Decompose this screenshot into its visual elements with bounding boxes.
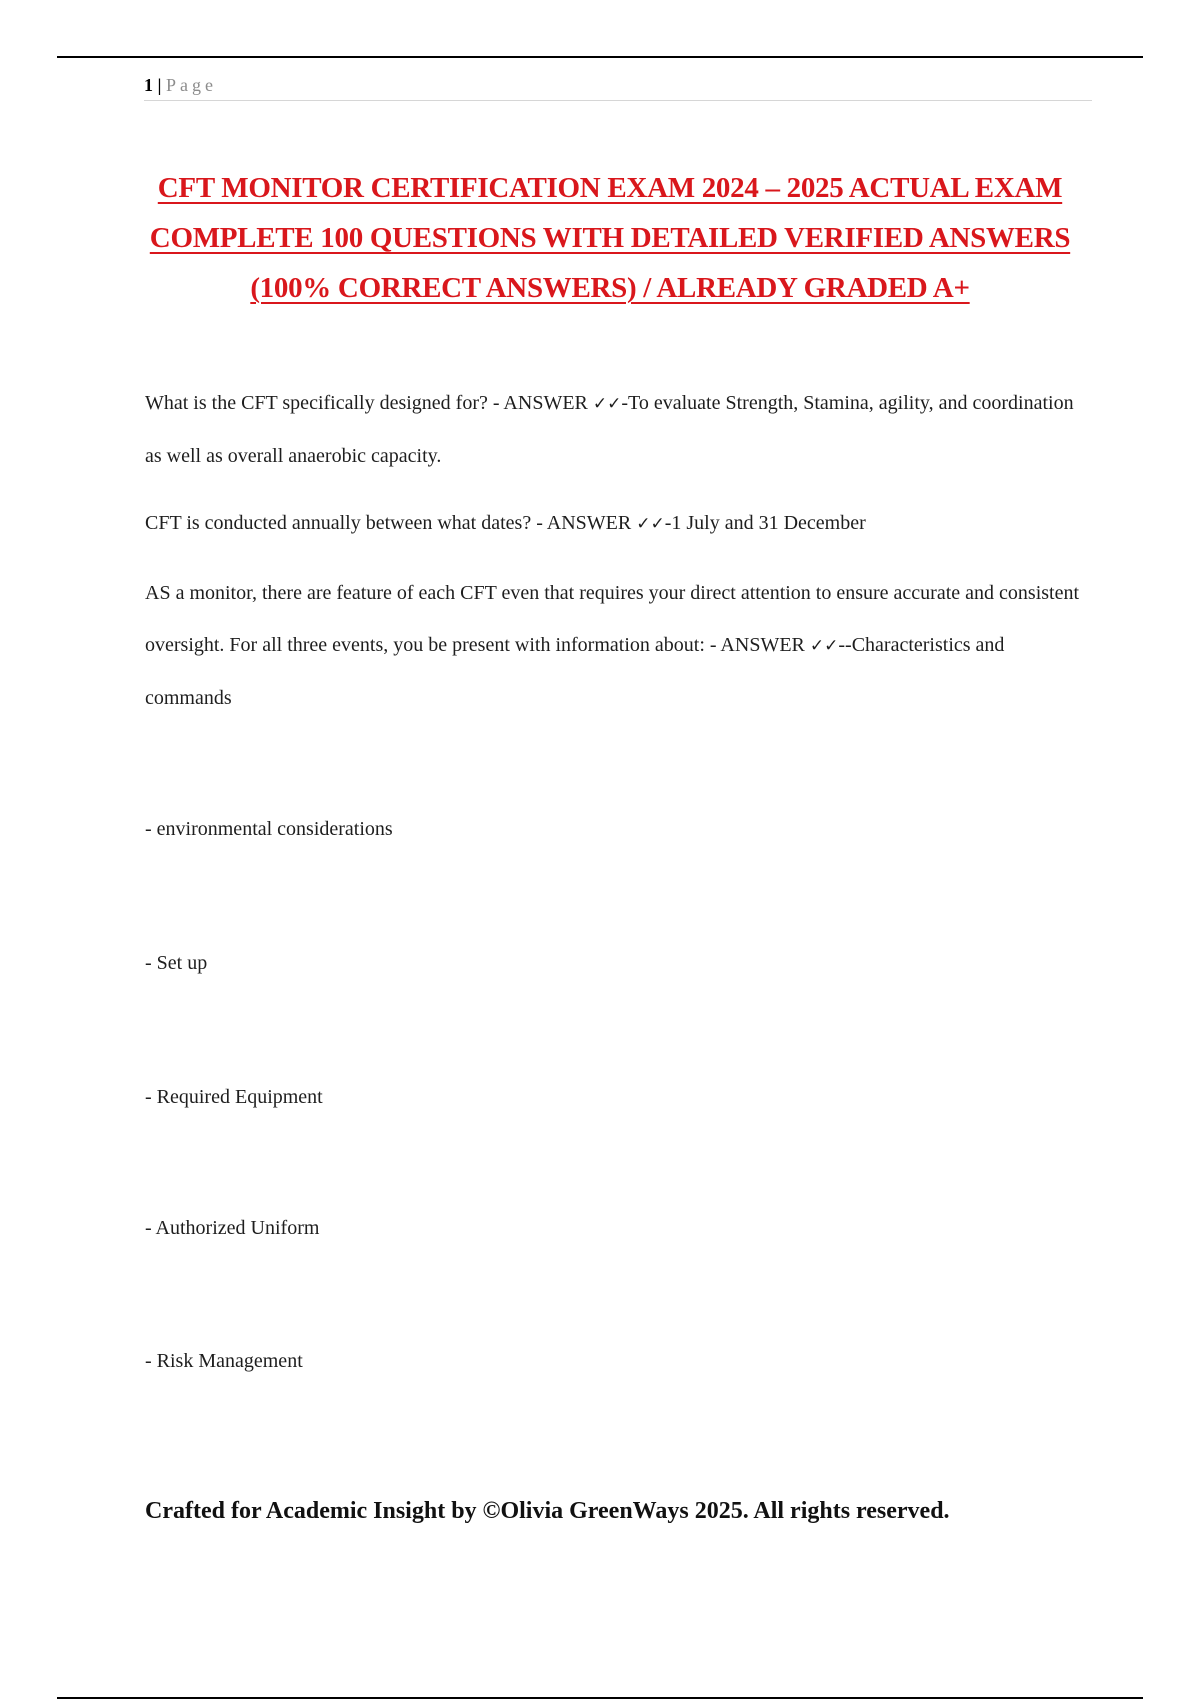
list-item: - Authorized Uniform [145, 1217, 320, 1239]
title-line-3: (100% CORRECT ANSWERS) / ALREADY GRADED A+ [250, 272, 970, 304]
double-check-icon: ✓✓ [636, 514, 665, 534]
title-line-1: CFT MONITOR CERTIFICATION EXAM 2024 – 2025 ACTUAL EXAM [157, 172, 1063, 204]
copyright-notice: Crafted for Academic Insight by ©Olivia GreenWays 2025. All rights reserved. [145, 1498, 950, 1524]
page-header [144, 72, 1092, 101]
page-separator: | [157, 75, 162, 95]
qa-item-3 [145, 567, 1085, 724]
list-item: - Set up [145, 952, 208, 974]
qa-answer: -To evaluate Strength, Stamina, agility, and coordination as well as overall anaerobic capacity. [145, 392, 1074, 467]
page-label: Page [165, 75, 217, 95]
qa-item-2 [145, 497, 1085, 550]
list-item: - environmental considerations [145, 818, 393, 840]
double-check-icon: ✓✓ [592, 394, 622, 414]
list-item: - Risk Management [145, 1350, 303, 1372]
document-title [130, 163, 1090, 313]
qa-question: AS a monitor, there are feature of each CFT even that requires your direct attention to ensure accurate and consistent oversight. For all three events, you be present with information about: - ANSWER [145, 582, 1080, 656]
double-check-icon: ✓✓ [809, 636, 839, 656]
qa-answer: -1 July and 31 December [664, 512, 866, 534]
qa-item-1 [145, 377, 1085, 482]
top-rule [57, 56, 1143, 58]
list-item: - Required Equipment [145, 1086, 323, 1108]
qa-question: CFT is conducted annually between what dates? - ANSWER [145, 512, 637, 534]
page-number: 1 [144, 75, 153, 95]
bottom-rule [57, 1697, 1143, 1699]
qa-question: What is the CFT specifically designed for? - ANSWER [145, 392, 593, 414]
title-line-2: COMPLETE 100 QUESTIONS WITH DETAILED VERIFIED ANSWERS [149, 222, 1071, 254]
qa-answer: --Characteristics and commands [145, 634, 1005, 709]
